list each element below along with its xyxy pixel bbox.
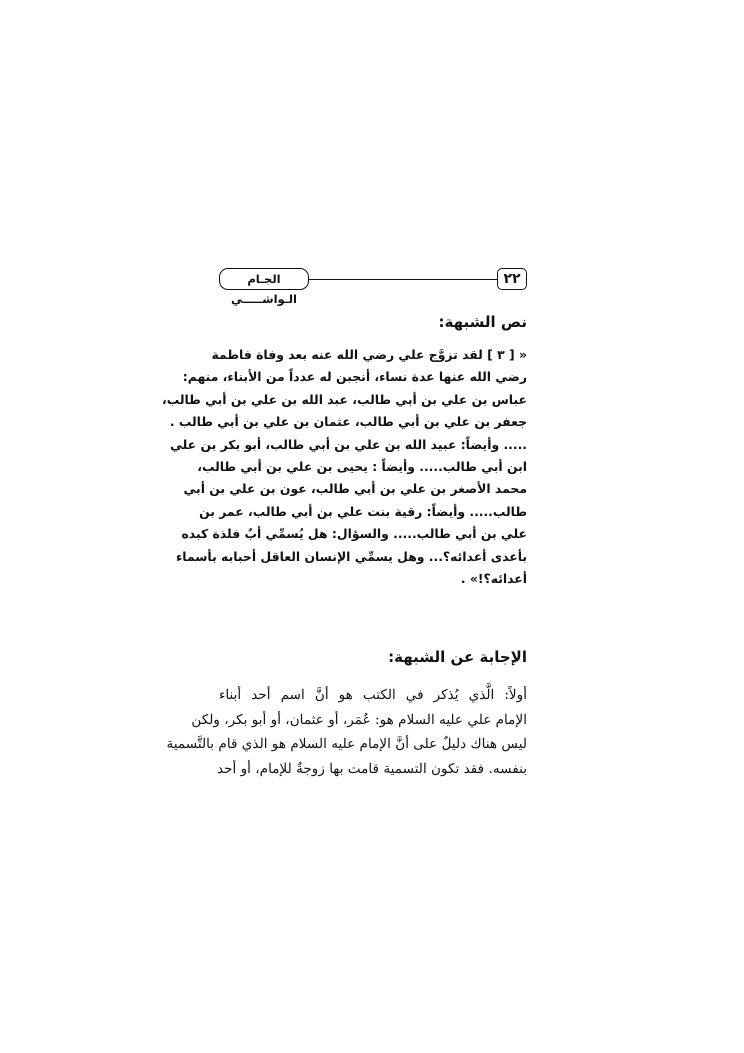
quote-line: طالب..... وأيضاً: رقية بنت علي بن أبي طالب، عمر بن (199, 503, 527, 519)
quote-line: عباس بن علي بن أبي طالب، عبد الله بن علي بن أبي طالب، (162, 391, 527, 407)
quote-line: ابن أبي طالب..... وأيضاً : يحيى بن علي بن أبي طالب، (197, 458, 527, 474)
quote-line: بأعدى أعدائه؟... وهل يسمِّي الإنسان العاقل أحبابه بأسماء (175, 548, 527, 564)
answer-paragraph (166, 683, 527, 781)
section-heading-answer: الإجابة عن الشبهة: (388, 648, 527, 666)
answer-line: الإمام علي عليه السلام هو: عُمَر، أو عثمان، أو أبو بكر، ولكن (191, 711, 527, 728)
quote-line: رضي الله عنها عدة نساء، أنجبن له عدداً من الأبناء، منهم: (182, 369, 527, 385)
quote-line: « [ ٣ ] لقد تزوَّج علي رضي الله عنه بعد وفاة فاطمة (211, 347, 527, 362)
claim-quote-block (162, 347, 527, 593)
answer-line: ليس هناك دليلٌ على أنَّ الإمام عليه السلام هو الذي قام بالتَّسمية (166, 736, 527, 752)
quote-line: أعدائه؟!» . (460, 570, 527, 586)
book-title-label: الجـام الـواشـــــي (219, 268, 309, 290)
answer-line: بنفسه. فقد تكون التسمية قامت بها زوجةٌ للإمام، أو أحد (216, 760, 527, 777)
quote-line: ..... وأيضاً: عبيد الله بن علي بن أبي طالب، أبو بكر بن علي (170, 436, 527, 452)
quote-line: علي بن أبي طالب..... والسؤال: هل يُسمِّي أبٌ فلذة كبده (181, 526, 527, 542)
page-header (219, 268, 527, 306)
section-heading-claim: نص الشبهة: (438, 313, 527, 331)
answer-line: أولاً: الَّذي يُذكر في الكتب هو أنَّ اسم أحد أبناء (219, 687, 527, 703)
page-number: ٢٢ (497, 268, 527, 290)
header-rule (307, 279, 497, 280)
quote-line: جعفر بن علي بن أبي طالب، عثمان بن علي بن أبي طالب . (169, 414, 527, 430)
quote-line: محمد الأصغر بن علي بن أبي طالب، عون بن علي بن أبي (183, 481, 527, 497)
